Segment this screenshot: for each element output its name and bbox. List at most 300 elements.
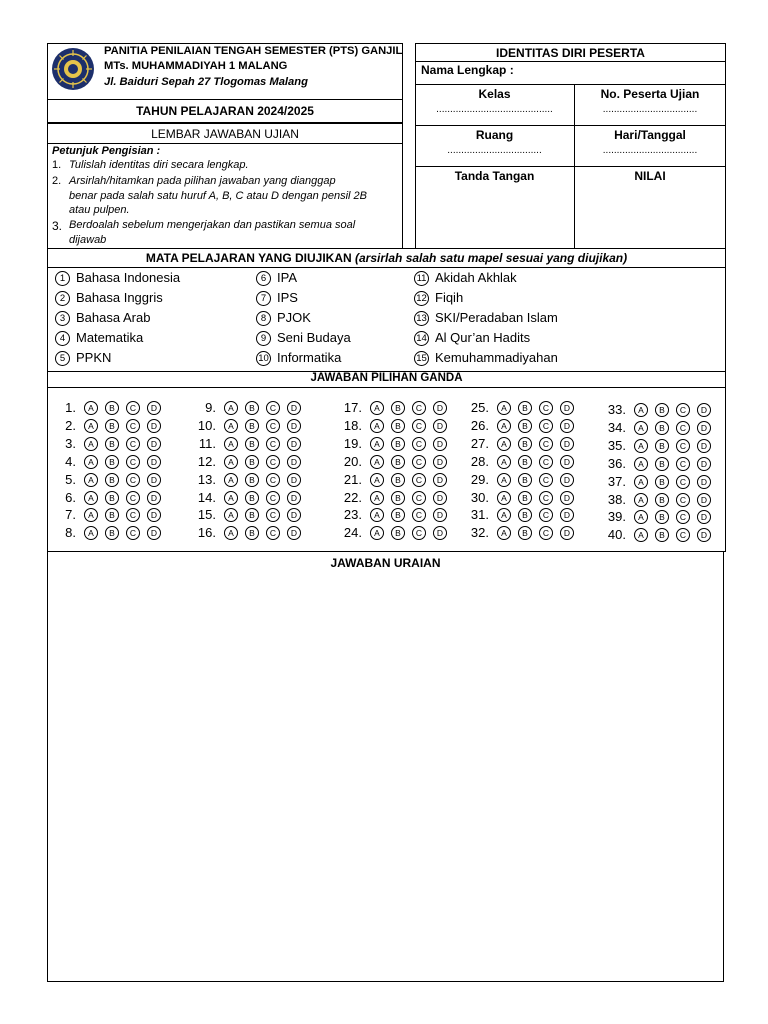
answer-options — [634, 493, 718, 507]
answer-bubble-c[interactable]: C — [266, 437, 280, 451]
answer-bubble-d[interactable]: D — [433, 526, 447, 540]
subject-name: SKI/Peradaban Islam — [435, 310, 558, 325]
subject-option[interactable] — [256, 350, 341, 366]
answer-bubble-d[interactable]: D — [433, 473, 447, 487]
answer-bubble-b[interactable]: B — [391, 491, 405, 505]
subject-option[interactable] — [55, 290, 163, 306]
answer-bubble-b[interactable]: B — [655, 493, 669, 507]
subject-bubble[interactable]: 14 — [414, 331, 429, 346]
question-number: 24. — [343, 525, 362, 541]
identity-title: IDENTITAS DIRI PESERTA — [496, 46, 645, 60]
question-number: 39. — [607, 509, 626, 525]
answer-options — [497, 401, 581, 415]
answer-bubble-c[interactable]: C — [126, 455, 140, 469]
answer-bubble-c[interactable]: C — [412, 437, 426, 451]
answer-bubble-d[interactable]: D — [433, 508, 447, 522]
answer-bubble-c[interactable]: C — [412, 455, 426, 469]
question-number: 31. — [470, 507, 489, 523]
answer-bubble-a[interactable]: A — [224, 419, 238, 433]
question-number: 5. — [65, 471, 76, 487]
answer-bubble-c[interactable]: C — [539, 401, 553, 415]
answer-bubble-d[interactable]: D — [287, 491, 301, 505]
subject-name: IPA — [277, 270, 297, 285]
answer-bubble-d[interactable]: D — [287, 401, 301, 415]
subject-name: IPS — [277, 290, 298, 305]
answer-bubble-b[interactable]: B — [245, 455, 259, 469]
answer-bubble-a[interactable]: A — [634, 439, 648, 453]
question-number: 35. — [607, 437, 626, 453]
answer-bubble-b[interactable]: B — [245, 401, 259, 415]
answer-bubble-a[interactable]: A — [497, 508, 511, 522]
answer-bubble-d[interactable]: D — [560, 401, 574, 415]
answer-bubble-a[interactable]: A — [634, 528, 648, 542]
subject-bubble[interactable]: 13 — [414, 311, 429, 326]
answer-bubble-b[interactable]: B — [245, 419, 259, 433]
subject-option[interactable] — [55, 350, 111, 366]
subject-name: Akidah Akhlak — [435, 270, 517, 285]
answer-bubble-a[interactable]: A — [224, 473, 238, 487]
answer-options — [84, 419, 168, 433]
answer-bubble-d[interactable]: D — [560, 419, 574, 433]
answer-bubble-b[interactable]: B — [105, 455, 119, 469]
answer-bubble-b[interactable]: B — [105, 526, 119, 540]
answer-bubble-a[interactable]: A — [84, 526, 98, 540]
instruction-text: Berdoalah sebelum mengerjakan dan pastikan semua soal — [69, 219, 356, 231]
answer-bubble-b[interactable]: B — [105, 491, 119, 505]
answer-bubble-b[interactable]: B — [518, 419, 532, 433]
answer-bubble-a[interactable]: A — [84, 491, 98, 505]
answer-options — [634, 457, 718, 471]
answer-bubble-b[interactable]: B — [518, 491, 532, 505]
subject-option[interactable] — [256, 310, 311, 326]
instruction-number: 3. — [52, 219, 63, 233]
subject-bubble[interactable]: 2 — [55, 291, 70, 306]
answer-bubble-b[interactable]: B — [245, 491, 259, 505]
answer-bubble-a[interactable]: A — [370, 526, 384, 540]
instruction-number: 2. — [52, 175, 62, 187]
answer-bubble-b[interactable]: B — [391, 473, 405, 487]
question-number: 30. — [470, 489, 489, 505]
subject-bubble[interactable]: 5 — [55, 351, 70, 366]
answer-bubble-b[interactable]: B — [655, 457, 669, 471]
answer-bubble-b[interactable]: B — [391, 401, 405, 415]
question-number: 29. — [470, 471, 489, 487]
sheet-title: LEMBAR JAWABAN UJIAN — [151, 127, 299, 141]
question-number: 17. — [343, 400, 362, 415]
class-field[interactable]: .......................................... — [436, 104, 553, 115]
question-number: 12. — [197, 453, 216, 469]
answer-bubble-d[interactable]: D — [147, 526, 161, 540]
answer-options — [634, 421, 718, 435]
subject-option[interactable] — [414, 350, 558, 366]
answer-bubble-a[interactable]: A — [634, 475, 648, 489]
subject-name: Fiqih — [435, 290, 464, 305]
subjects-title — [47, 251, 726, 265]
answer-options — [224, 526, 308, 540]
answer-bubble-a[interactable]: A — [497, 526, 511, 540]
answer-bubble-c[interactable]: C — [539, 491, 553, 505]
question-number: 16. — [197, 525, 216, 541]
answer-bubble-c[interactable]: C — [412, 491, 426, 505]
subject-option[interactable] — [256, 290, 298, 306]
answer-bubble-b[interactable]: B — [518, 526, 532, 540]
answer-options — [497, 526, 581, 540]
answer-bubble-a[interactable]: A — [370, 437, 384, 451]
question-number: 2. — [65, 417, 76, 433]
answer-bubble-d[interactable]: D — [697, 475, 711, 489]
answer-options — [224, 508, 308, 522]
answer-options — [634, 403, 718, 417]
question-number: 38. — [607, 491, 626, 507]
question-number: 26. — [470, 417, 489, 433]
answer-bubble-c[interactable]: C — [412, 401, 426, 415]
question-number: 27. — [470, 435, 489, 451]
answer-bubble-d[interactable]: D — [287, 508, 301, 522]
answer-bubble-c[interactable]: C — [676, 528, 690, 542]
answer-bubble-c[interactable]: C — [126, 526, 140, 540]
answer-bubble-c[interactable]: C — [126, 437, 140, 451]
subject-bubble[interactable]: 8 — [256, 311, 271, 326]
date-field[interactable]: .................................. — [602, 145, 698, 156]
answer-bubble-c[interactable]: C — [539, 508, 553, 522]
subject-option[interactable] — [414, 270, 517, 286]
answer-bubble-c[interactable]: C — [539, 473, 553, 487]
answer-bubble-d[interactable]: D — [560, 526, 574, 540]
answer-bubble-c[interactable]: C — [676, 475, 690, 489]
answer-options — [84, 508, 168, 522]
subject-bubble[interactable]: 1 — [55, 271, 70, 286]
essay-title: JAWABAN URAIAN — [330, 556, 441, 570]
answer-bubble-a[interactable]: A — [497, 473, 511, 487]
answer-bubble-b[interactable]: B — [245, 508, 259, 522]
question-number: 22. — [343, 489, 362, 505]
answer-bubble-c[interactable]: C — [539, 455, 553, 469]
exam-number-field[interactable]: .................................. — [602, 104, 698, 115]
answer-bubble-c[interactable]: C — [126, 473, 140, 487]
answer-options — [224, 491, 308, 505]
answer-bubble-d[interactable]: D — [433, 419, 447, 433]
answer-bubble-a[interactable]: A — [84, 401, 98, 415]
answer-bubble-c[interactable]: C — [412, 526, 426, 540]
answer-bubble-d[interactable]: D — [560, 455, 574, 469]
answer-bubble-c[interactable]: C — [676, 439, 690, 453]
answer-bubble-c[interactable]: C — [412, 419, 426, 433]
answer-bubble-b[interactable]: B — [245, 473, 259, 487]
subjects-title-main: MATA PELAJARAN YANG DIUJIKAN — [145, 251, 352, 265]
answer-bubble-a[interactable]: A — [370, 508, 384, 522]
answer-bubble-d[interactable]: D — [697, 528, 711, 542]
answer-bubble-a[interactable]: A — [497, 401, 511, 415]
answer-options — [497, 473, 581, 487]
answer-bubble-d[interactable]: D — [697, 403, 711, 417]
answer-options — [497, 491, 581, 505]
signature-field[interactable] — [416, 187, 573, 247]
question-number: 20. — [343, 453, 362, 469]
answer-bubble-d[interactable]: D — [697, 457, 711, 471]
answer-bubble-b[interactable]: B — [518, 455, 532, 469]
answer-options — [370, 401, 454, 415]
answer-bubble-b[interactable]: B — [105, 437, 119, 451]
subject-name: Al Qur’an Hadits — [435, 330, 531, 345]
answer-bubble-d[interactable]: D — [433, 455, 447, 469]
answer-bubble-a[interactable]: A — [497, 491, 511, 505]
answer-options — [370, 437, 454, 451]
answer-bubble-d[interactable]: D — [147, 491, 161, 505]
answer-bubble-d[interactable]: D — [147, 419, 161, 433]
answer-bubble-d[interactable]: D — [287, 473, 301, 487]
room-field[interactable]: .................................. — [447, 145, 542, 156]
answer-options — [634, 475, 718, 489]
question-number: 36. — [607, 455, 626, 471]
answer-bubble-c[interactable]: C — [676, 457, 690, 471]
answer-bubble-d[interactable]: D — [287, 526, 301, 540]
answer-bubble-d[interactable]: D — [287, 437, 301, 451]
answer-bubble-c[interactable]: C — [126, 491, 140, 505]
answer-bubble-d[interactable]: D — [147, 401, 161, 415]
question-number: 23. — [343, 507, 362, 523]
answer-bubble-a[interactable]: A — [497, 455, 511, 469]
answer-options — [497, 437, 581, 451]
answer-bubble-c[interactable]: C — [126, 419, 140, 433]
subject-name: PPKN — [76, 350, 112, 365]
answer-bubble-d[interactable]: D — [433, 401, 447, 415]
question-number: 19. — [343, 435, 362, 451]
subject-bubble[interactable]: 12 — [414, 291, 429, 306]
answer-bubble-b[interactable]: B — [391, 508, 405, 522]
answer-bubble-a[interactable]: A — [224, 491, 238, 505]
answer-options — [224, 401, 308, 415]
answer-bubble-c[interactable]: C — [126, 508, 140, 522]
answer-bubble-b[interactable]: B — [655, 528, 669, 542]
answer-bubble-d[interactable]: D — [147, 455, 161, 469]
committee-title: PANITIA PENILAIAN TENGAH SEMESTER (PTS) GANJIL — [104, 45, 403, 57]
signature-label: Tanda Tangan — [454, 169, 535, 183]
answer-bubble-b[interactable]: B — [391, 526, 405, 540]
answer-bubble-a[interactable]: A — [84, 473, 98, 487]
answer-bubble-d[interactable]: D — [147, 437, 161, 451]
instruction-number: 1. — [52, 159, 62, 171]
question-number: 3. — [65, 435, 76, 451]
answer-bubble-b[interactable]: B — [518, 401, 532, 415]
answer-options — [370, 526, 454, 540]
answer-bubble-c[interactable]: C — [266, 473, 280, 487]
answer-bubble-b[interactable]: B — [518, 437, 532, 451]
answer-bubble-b[interactable]: B — [518, 473, 532, 487]
subject-name: Bahasa Inggris — [76, 290, 163, 305]
subject-bubble[interactable]: 4 — [55, 331, 70, 346]
answer-bubble-b[interactable]: B — [245, 437, 259, 451]
answer-bubble-a[interactable]: A — [224, 508, 238, 522]
subject-name: Kemuhammadiyahan — [435, 350, 558, 365]
question-number: 4. — [65, 453, 76, 469]
answer-bubble-a[interactable]: A — [370, 419, 384, 433]
answer-options — [497, 419, 581, 433]
answer-options — [634, 439, 718, 453]
answer-bubble-b[interactable]: B — [655, 510, 669, 524]
question-number: 33. — [607, 402, 626, 417]
question-number: 15. — [197, 507, 216, 523]
subject-bubble[interactable]: 10 — [256, 351, 271, 366]
subject-bubble[interactable]: 7 — [256, 291, 271, 306]
answer-bubble-c[interactable]: C — [266, 508, 280, 522]
answer-options — [84, 473, 168, 487]
subject-bubble[interactable]: 11 — [414, 271, 429, 286]
subject-option[interactable] — [414, 310, 558, 326]
answer-bubble-b[interactable]: B — [655, 421, 669, 435]
answer-options — [634, 510, 718, 524]
answer-bubble-a[interactable]: A — [634, 510, 648, 524]
answer-bubble-b[interactable]: B — [391, 419, 405, 433]
answer-bubble-c[interactable]: C — [126, 401, 140, 415]
question-number: 9. — [205, 400, 216, 415]
answer-bubble-c[interactable]: C — [539, 437, 553, 451]
subject-option[interactable] — [414, 330, 530, 346]
answer-bubble-c[interactable]: C — [266, 491, 280, 505]
answer-options — [370, 508, 454, 522]
answer-bubble-b[interactable]: B — [391, 437, 405, 451]
question-number: 18. — [343, 417, 362, 433]
subject-option[interactable] — [55, 310, 150, 326]
answer-bubble-c[interactable]: C — [266, 455, 280, 469]
answer-bubble-a[interactable]: A — [370, 473, 384, 487]
answer-options — [370, 419, 454, 433]
answer-bubble-b[interactable]: B — [105, 473, 119, 487]
question-number: 28. — [470, 453, 489, 469]
answer-bubble-b[interactable]: B — [245, 526, 259, 540]
essay-answer-area[interactable] — [50, 575, 721, 978]
answer-bubble-d[interactable]: D — [147, 508, 161, 522]
answer-bubble-a[interactable]: A — [224, 437, 238, 451]
subject-bubble[interactable]: 3 — [55, 311, 70, 326]
answer-bubble-b[interactable]: B — [105, 508, 119, 522]
class-label: Kelas — [478, 87, 511, 101]
answer-bubble-a[interactable]: A — [370, 401, 384, 415]
answer-bubble-d[interactable]: D — [560, 508, 574, 522]
answer-bubble-b[interactable]: B — [105, 401, 119, 415]
subject-option[interactable] — [55, 270, 180, 286]
answer-bubble-a[interactable]: A — [370, 455, 384, 469]
academic-year: TAHUN PELAJARAN 2024/2025 — [136, 104, 314, 118]
answer-bubble-a[interactable]: A — [84, 455, 98, 469]
answer-bubble-d[interactable]: D — [287, 455, 301, 469]
subject-option[interactable] — [414, 290, 463, 306]
subject-name: Informatika — [277, 350, 342, 365]
subject-option[interactable] — [55, 330, 143, 346]
answer-bubble-b[interactable]: B — [518, 508, 532, 522]
score-field[interactable] — [575, 187, 725, 247]
answer-bubble-a[interactable]: A — [634, 457, 648, 471]
answer-bubble-c[interactable]: C — [266, 419, 280, 433]
answer-bubble-d[interactable]: D — [697, 439, 711, 453]
answer-bubble-d[interactable]: D — [433, 491, 447, 505]
answer-bubble-d[interactable]: D — [433, 437, 447, 451]
answer-bubble-d[interactable]: D — [697, 493, 711, 507]
subject-name: Bahasa Indonesia — [76, 270, 181, 285]
answer-bubble-c[interactable]: C — [676, 510, 690, 524]
question-number: 13. — [197, 471, 216, 487]
answer-options — [634, 528, 718, 542]
answer-bubble-d[interactable]: D — [697, 421, 711, 435]
answer-options — [370, 473, 454, 487]
room-label: Ruang — [475, 128, 514, 142]
subject-bubble[interactable]: 6 — [256, 271, 271, 286]
date-label: Hari/Tanggal — [614, 128, 686, 142]
answer-bubble-c[interactable]: C — [412, 473, 426, 487]
subject-bubble[interactable]: 9 — [256, 331, 271, 346]
answer-bubble-c[interactable]: C — [266, 526, 280, 540]
answer-bubble-a[interactable]: A — [224, 526, 238, 540]
question-number: 40. — [607, 527, 626, 543]
school-address: Jl. Baiduri Sepah 27 Tlogomas Malang — [104, 76, 308, 88]
answer-options — [497, 455, 581, 469]
answer-bubble-c[interactable]: C — [676, 403, 690, 417]
answer-bubble-d[interactable]: D — [560, 437, 574, 451]
answer-bubble-d[interactable]: D — [560, 473, 574, 487]
question-number: 32. — [470, 525, 489, 541]
answer-bubble-b[interactable]: B — [655, 475, 669, 489]
answer-bubble-d[interactable]: D — [287, 419, 301, 433]
answer-bubble-a[interactable]: A — [634, 493, 648, 507]
answer-bubble-c[interactable]: C — [539, 419, 553, 433]
answer-bubble-a[interactable]: A — [224, 455, 238, 469]
exam-number-label: No. Peserta Ujian — [600, 87, 700, 101]
answer-bubble-b[interactable]: B — [655, 439, 669, 453]
answer-bubble-c[interactable]: C — [412, 508, 426, 522]
answer-bubble-d[interactable]: D — [697, 510, 711, 524]
question-number: 34. — [607, 419, 626, 435]
answer-bubble-a[interactable]: A — [84, 419, 98, 433]
full-name-field[interactable]: Nama Lengkap : — [421, 63, 514, 77]
answer-bubble-a[interactable]: A — [497, 419, 511, 433]
answer-bubble-b[interactable]: B — [105, 419, 119, 433]
answer-options — [84, 526, 168, 540]
subject-option[interactable] — [256, 270, 297, 286]
answer-options — [370, 455, 454, 469]
question-number: 7. — [65, 507, 76, 523]
instruction-text: benar pada salah satu huruf A, B, C atau D dengan pensil 2B — [69, 190, 368, 202]
answer-bubble-a[interactable]: A — [634, 421, 648, 435]
question-number: 6. — [65, 489, 76, 505]
question-number: 37. — [607, 473, 626, 489]
answer-bubble-a[interactable]: A — [497, 437, 511, 451]
subject-option[interactable] — [256, 330, 351, 346]
answer-bubble-d[interactable]: D — [560, 491, 574, 505]
score-label: NILAI — [634, 169, 666, 183]
answer-bubble-a[interactable]: A — [634, 403, 648, 417]
answer-options — [84, 401, 168, 415]
answer-bubble-b[interactable]: B — [655, 403, 669, 417]
question-number: 8. — [65, 525, 76, 541]
answer-bubble-a[interactable]: A — [370, 491, 384, 505]
answer-bubble-c[interactable]: C — [266, 401, 280, 415]
instruction-text: Arsirlah/hitamkan pada pilihan jawaban yang dianggap — [69, 175, 336, 187]
answer-bubble-a[interactable]: A — [84, 508, 98, 522]
instruction-text: atau pulpen. — [69, 204, 130, 216]
answer-bubble-c[interactable]: C — [676, 421, 690, 435]
instructions-title: Petunjuk Pengisian : — [52, 145, 161, 157]
answer-bubble-b[interactable]: B — [391, 455, 405, 469]
question-number: 25. — [470, 400, 489, 415]
answer-bubble-c[interactable]: C — [676, 493, 690, 507]
answer-bubble-a[interactable]: A — [84, 437, 98, 451]
subject-bubble[interactable]: 15 — [414, 351, 429, 366]
answer-bubble-d[interactable]: D — [147, 473, 161, 487]
answer-bubble-c[interactable]: C — [539, 526, 553, 540]
instruction-text: dijawab — [69, 234, 107, 246]
question-number: 21. — [343, 471, 362, 487]
answer-bubble-a[interactable]: A — [224, 401, 238, 415]
answer-options — [224, 473, 308, 487]
